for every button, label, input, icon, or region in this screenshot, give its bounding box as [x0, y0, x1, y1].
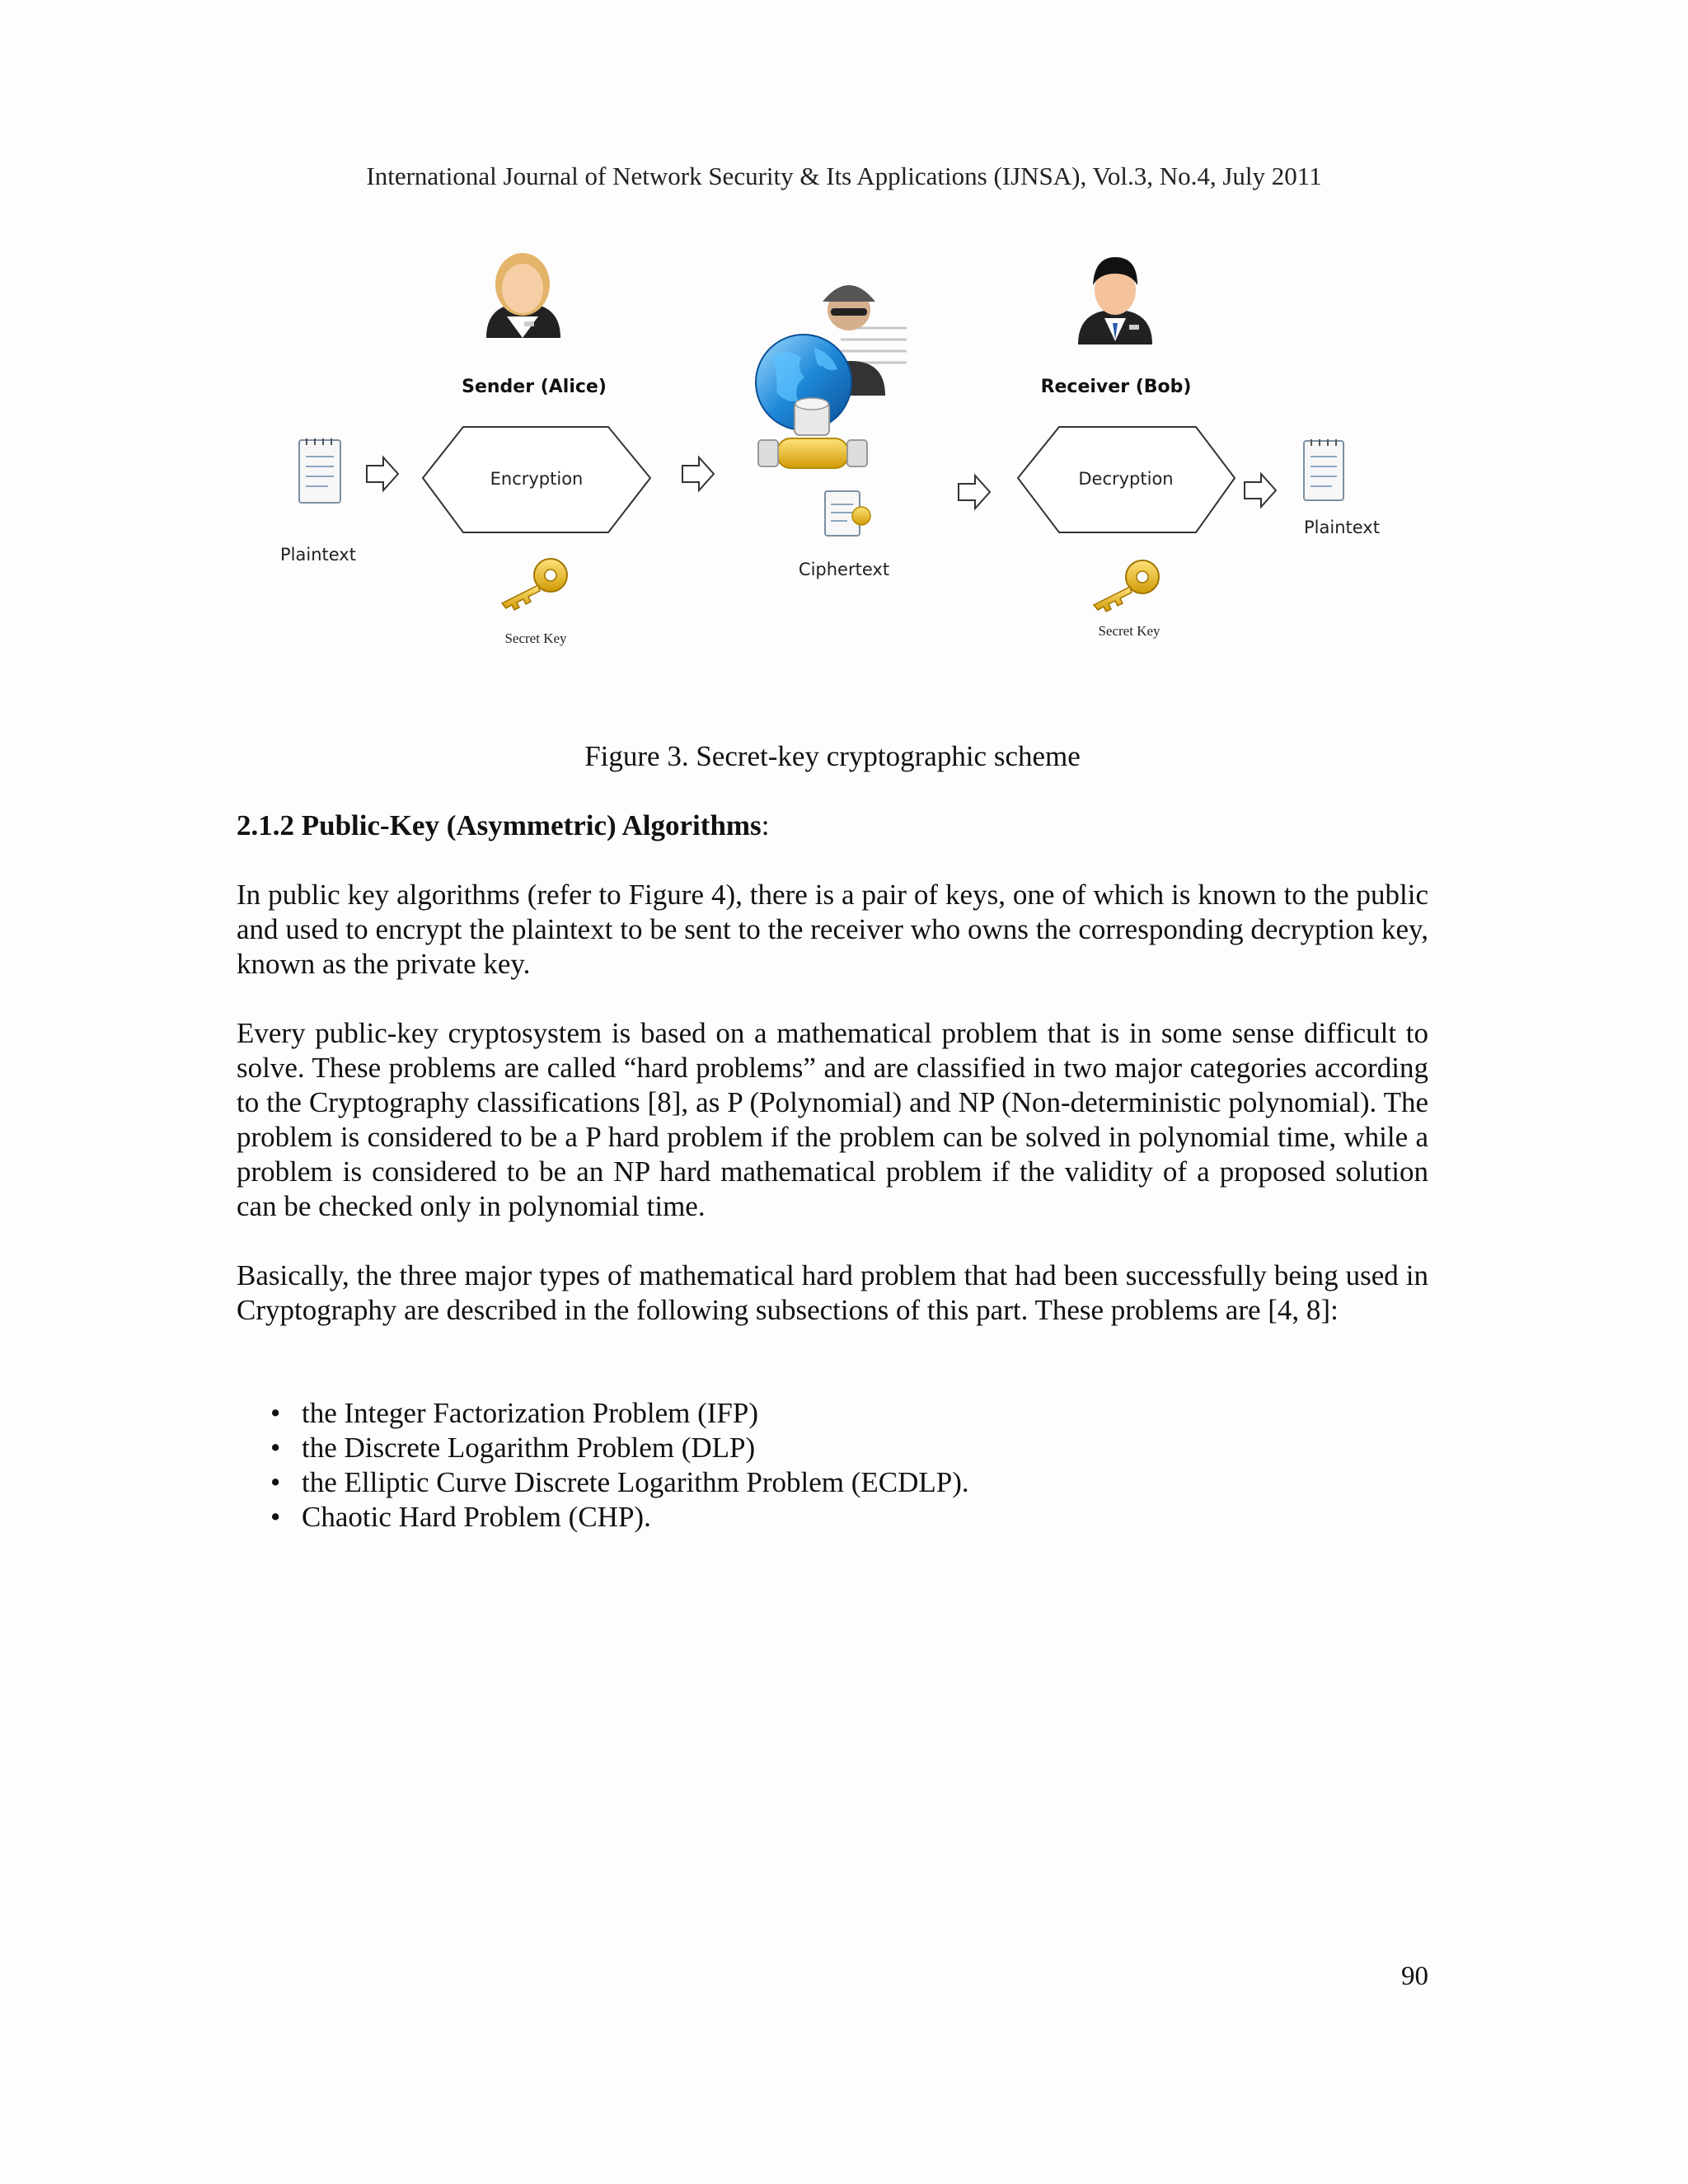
running-header: International Journal of Network Security & Its Applications (IJNSA), Vol.3, No.4, July 2011	[366, 162, 1322, 190]
arrow-right-icon	[367, 457, 398, 490]
list-item: • the Elliptic Curve Discrete Logarithm Problem (ECDLP).	[237, 1465, 1428, 1500]
figure-secret-key-scheme	[264, 239, 1418, 684]
male-user-icon	[1078, 257, 1152, 344]
key-icon	[1094, 560, 1159, 612]
document-icon	[825, 491, 870, 536]
secret-key-right-label: Secret Key	[1098, 623, 1160, 639]
document-icon	[1304, 439, 1343, 500]
list-item: • the Integer Factorization Problem (IFP)	[237, 1396, 1428, 1431]
hard-problems-list	[237, 1396, 1428, 1535]
paragraph: Every public-key cryptosystem is based on a mathematical problem that is in some sense difficult to solve. These problems are called “hard problems” and are classified in two major categories according to the Cryptography classifications [8], as P (Polynomial) and NP (Non-deterministic polynomial). The problem is considered to be a P hard problem if the problem can be solved in polynomial time, while a problem is considered to be an NP hard mathematical problem if the validity of a proposed solution can be checked only in polynomial time.	[237, 1017, 1428, 1222]
receiver-label: Receiver (Bob)	[1040, 377, 1192, 397]
encryption-label: Encryption	[490, 469, 584, 489]
female-user-icon	[486, 253, 560, 338]
paragraph: In public key algorithms (refer to Figure 4), there is a pair of keys, one of which is known to the public and used to encrypt the plaintext to be sent to the receiver who owns the corresponding decryption key, known as the private key.	[237, 879, 1428, 980]
key-icon	[502, 559, 567, 610]
section-heading-colon: :	[761, 809, 770, 841]
arrow-right-icon	[959, 476, 990, 509]
sender-label: Sender (Alice)	[462, 377, 607, 397]
page-number: 90	[1401, 1961, 1428, 1991]
figure-caption: Figure 3. Secret-key cryptographic scheme	[584, 740, 1081, 772]
section-heading-text: 2.1.2 Public-Key (Asymmetric) Algorithms	[237, 809, 762, 841]
list-item: • Chaotic Hard Problem (CHP).	[237, 1500, 1428, 1535]
arrow-right-icon	[1245, 474, 1276, 507]
document-icon	[299, 438, 340, 503]
section-heading	[237, 808, 1428, 843]
ciphertext-label: Ciphertext	[798, 560, 890, 579]
plaintext-right-label: Plaintext	[1304, 518, 1380, 537]
arrow-right-icon	[682, 457, 714, 490]
secret-key-left-label: Secret Key	[504, 630, 567, 646]
list-item: • the Discrete Logarithm Problem (DLP)	[237, 1431, 1428, 1465]
plaintext-left-label: Plaintext	[280, 545, 356, 565]
decryption-label: Decryption	[1078, 469, 1174, 489]
paragraph: Basically, the three major types of mathematical hard problem that had been successfully being used in Cryptography are described in the following subsections of this part. These problems are [4, 8]:	[237, 1259, 1428, 1326]
